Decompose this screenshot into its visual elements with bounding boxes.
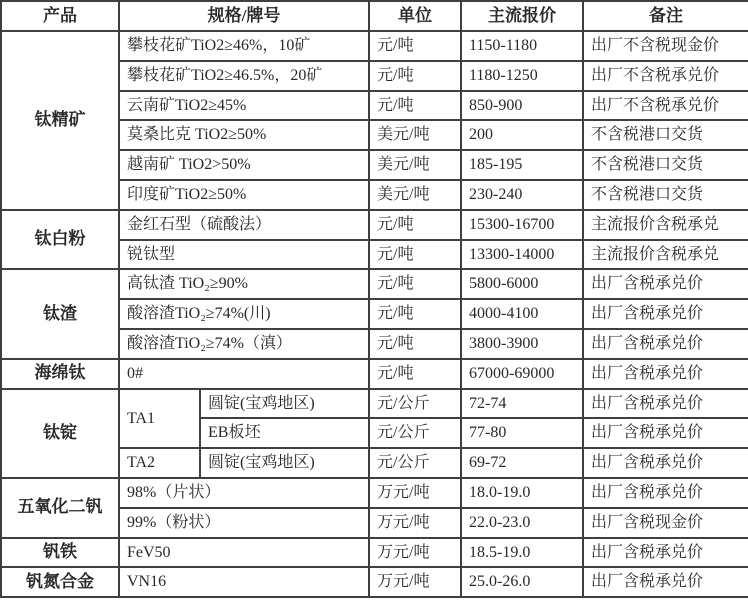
- cell-unit: 万元/吨: [369, 478, 461, 508]
- cell-price: 4000-4100: [461, 299, 583, 329]
- cell-brand: TA1: [119, 389, 200, 449]
- cell-spec: FeV50: [119, 538, 369, 568]
- cell-price: 18.5-19.0: [461, 538, 583, 568]
- table-row: [1, 389, 748, 419]
- cell-product: 钒铁: [1, 538, 119, 568]
- cell-spec: 莫桑比克 TiO2≥50%: [119, 120, 369, 150]
- cell-note: 出厂含税承兑价: [583, 538, 748, 568]
- cell-note: 出厂含税承兑价: [583, 329, 748, 359]
- cell-note: 主流报价含税承兑: [583, 210, 748, 240]
- cell-unit: 美元/吨: [369, 150, 461, 180]
- cell-spec: 印度矿TiO2≥50%: [119, 180, 369, 210]
- cell-price: 185-195: [461, 150, 583, 180]
- cell-note: 出厂含税承兑价: [583, 299, 748, 329]
- cell-unit: 元/吨: [369, 210, 461, 240]
- cell-unit: 元/公斤: [369, 448, 461, 478]
- cell-unit: 元/吨: [369, 91, 461, 121]
- cell-spec: 99%（粉状）: [119, 508, 369, 538]
- table-row: [1, 538, 748, 568]
- table-header-row: [1, 1, 748, 31]
- table-row: [1, 269, 748, 299]
- cell-unit: 美元/吨: [369, 120, 461, 150]
- cell-product: 钛精矿: [1, 31, 119, 210]
- cell-note: 出厂含税承兑价: [583, 269, 748, 299]
- cell-price: 18.0-19.0: [461, 478, 583, 508]
- cell-note: 出厂含税承兑价: [583, 448, 748, 478]
- cell-spec: 云南矿TiO2≥45%: [119, 91, 369, 121]
- cell-unit: 元/公斤: [369, 389, 461, 419]
- cell-unit: 元/吨: [369, 240, 461, 270]
- table-row: [1, 210, 748, 240]
- cell-spec: 越南矿 TiO2>50%: [119, 150, 369, 180]
- cell-note: 出厂含税承兑价: [583, 478, 748, 508]
- cell-spec: EB板坯: [200, 418, 369, 448]
- cell-spec: 0#: [119, 359, 369, 389]
- cell-unit: 元/吨: [369, 31, 461, 61]
- cell-price: 69-72: [461, 448, 583, 478]
- cell-price: 1150-1180: [461, 31, 583, 61]
- cell-unit: 元/吨: [369, 61, 461, 91]
- cell-price: 230-240: [461, 180, 583, 210]
- cell-spec: 98%（片状）: [119, 478, 369, 508]
- cell-unit: 元/公斤: [369, 418, 461, 448]
- table-row: [1, 567, 748, 597]
- cell-product: 钛白粉: [1, 210, 119, 270]
- table-row: [1, 359, 748, 389]
- cell-price: 5800-6000: [461, 269, 583, 299]
- cell-spec: VN16: [119, 567, 369, 597]
- cell-spec: 高钛渣 TiO₂≥90%: [119, 269, 369, 299]
- cell-price: 22.0-23.0: [461, 508, 583, 538]
- cell-price: 72-74: [461, 389, 583, 419]
- cell-note: 出厂不含税承兑价: [583, 91, 748, 121]
- cell-price: 200: [461, 120, 583, 150]
- header-spec: 规格/牌号: [119, 1, 369, 31]
- cell-spec: 攀枝花矿TiO2≥46.5%，20矿: [119, 61, 369, 91]
- cell-spec: 酸溶渣TiO₂≥74%（滇）: [119, 329, 369, 359]
- cell-price: 15300-16700: [461, 210, 583, 240]
- cell-price: 77-80: [461, 418, 583, 448]
- cell-unit: 万元/吨: [369, 508, 461, 538]
- cell-product: 钛渣: [1, 269, 119, 358]
- cell-price: 1180-1250: [461, 61, 583, 91]
- cell-unit: 元/吨: [369, 359, 461, 389]
- cell-note: 出厂含税现金价: [583, 508, 748, 538]
- cell-unit: 美元/吨: [369, 180, 461, 210]
- cell-product: 五氧化二钒: [1, 478, 119, 538]
- cell-unit: 万元/吨: [369, 567, 461, 597]
- cell-price: 13300-14000: [461, 240, 583, 270]
- cell-brand: TA2: [119, 448, 200, 478]
- cell-note: 不含税港口交货: [583, 150, 748, 180]
- cell-product: 钛锭: [1, 389, 119, 478]
- cell-unit: 元/吨: [369, 299, 461, 329]
- cell-price: 850-900: [461, 91, 583, 121]
- cell-note: 出厂不含税承兑价: [583, 61, 748, 91]
- cell-note: 不含税港口交货: [583, 180, 748, 210]
- cell-note: 出厂含税承兑价: [583, 389, 748, 419]
- table-row: [1, 478, 748, 508]
- cell-note: 主流报价含税承兑: [583, 240, 748, 270]
- header-price: 主流报价: [461, 1, 583, 31]
- cell-unit: 万元/吨: [369, 538, 461, 568]
- cell-product: 钒氮合金: [1, 567, 119, 597]
- cell-note: 出厂含税承兑价: [583, 567, 748, 597]
- cell-note: 出厂含税承兑价: [583, 359, 748, 389]
- cell-spec: 金红石型（硫酸法）: [119, 210, 369, 240]
- cell-price: 3800-3900: [461, 329, 583, 359]
- cell-spec: 锐钛型: [119, 240, 369, 270]
- cell-unit: 元/吨: [369, 329, 461, 359]
- cell-unit: 元/吨: [369, 269, 461, 299]
- cell-spec: 酸溶渣TiO₂≥74%(川): [119, 299, 369, 329]
- cell-note: 出厂含税承兑价: [583, 418, 748, 448]
- cell-note: 出厂不含税现金价: [583, 31, 748, 61]
- header-product: 产品: [1, 1, 119, 31]
- cell-note: 不含税港口交货: [583, 120, 748, 150]
- cell-product: 海绵钛: [1, 359, 119, 389]
- cell-spec: 圆锭(宝鸡地区): [200, 448, 369, 478]
- cell-spec: 圆锭(宝鸡地区): [200, 389, 369, 419]
- cell-price: 25.0-26.0: [461, 567, 583, 597]
- header-note: 备注: [583, 1, 748, 31]
- header-unit: 单位: [369, 1, 461, 31]
- table-row: [1, 31, 748, 61]
- cell-spec: 攀枝花矿TiO2≥46%，10矿: [119, 31, 369, 61]
- cell-price: 67000-69000: [461, 359, 583, 389]
